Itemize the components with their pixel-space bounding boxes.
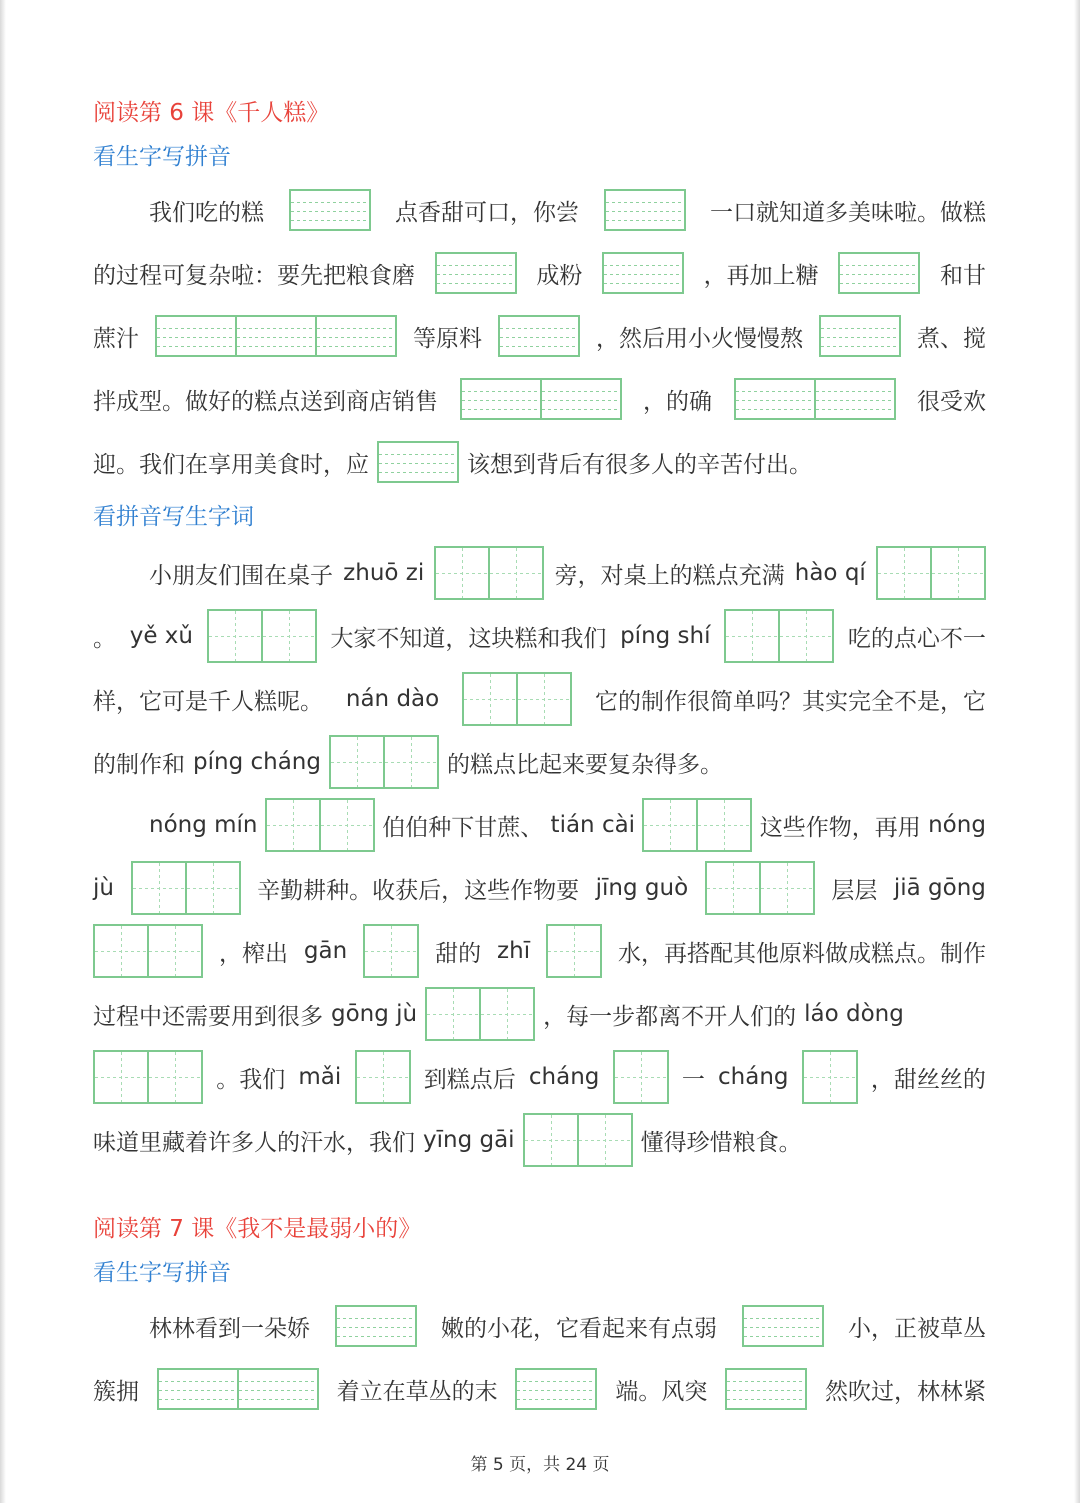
- hanzi-box[interactable]: [802, 1050, 858, 1104]
- text-line: [93, 608, 986, 664]
- pinyin-box[interactable]: [515, 1368, 597, 1410]
- text-segment: 层层: [831, 877, 878, 904]
- pinyin-text: láo dòng: [804, 1001, 904, 1027]
- pinyin-line-cell[interactable]: [235, 315, 317, 357]
- hanzi-grid-cell[interactable]: [329, 735, 385, 789]
- hanzi-grid-cell[interactable]: [319, 798, 375, 852]
- pinyin-text: píng shí: [620, 623, 711, 649]
- text-segment: 小，正被草丛: [848, 1315, 986, 1342]
- text-segment: ，然后用小火慢慢熬: [596, 325, 803, 352]
- text-segment: 的过程可复杂啦：要先把粮食磨: [93, 262, 415, 289]
- hanzi-box[interactable]: [523, 1113, 633, 1167]
- hanzi-box[interactable]: [355, 1050, 411, 1104]
- text-segment: 这些作物，再用: [759, 814, 921, 841]
- pinyin-box[interactable]: [377, 441, 459, 483]
- pinyin-text: mǎi: [298, 1064, 342, 1090]
- text-segment: 懂得珍惜粮食。: [640, 1129, 802, 1156]
- text-segment: 旁，对桌上的糕点充满: [554, 562, 785, 589]
- pinyin-line-cell[interactable]: [237, 1368, 319, 1410]
- pinyin-text: píng cháng: [193, 749, 321, 775]
- text-segment: 伯伯种下甘蔗、: [382, 814, 544, 841]
- pinyin-line-cell[interactable]: [725, 1368, 807, 1410]
- pinyin-line-cell[interactable]: [602, 252, 684, 294]
- pinyin-box[interactable]: [289, 189, 371, 231]
- pinyin-text: jù: [93, 875, 114, 901]
- pinyin-text: nóng: [928, 812, 986, 838]
- text-line: [93, 434, 986, 490]
- pinyin-text: nán dào: [345, 686, 440, 712]
- text-segment: 味道里藏着许多人的汗水，我们: [93, 1129, 415, 1156]
- hanzi-grid-cell[interactable]: [425, 987, 481, 1041]
- hanzi-grid-cell[interactable]: [724, 609, 780, 663]
- pinyin-text: jīng guò: [595, 875, 689, 901]
- hanzi-box[interactable]: [705, 861, 815, 915]
- text-segment: 蔗汁: [93, 325, 139, 352]
- text-line: [93, 734, 986, 790]
- hanzi-grid-cell[interactable]: [876, 546, 932, 600]
- text-segment: 它的制作很简单吗？其实完全不是，它: [595, 688, 986, 715]
- text-line: [93, 545, 986, 601]
- text-segment: 端。风突: [615, 1378, 708, 1405]
- page-shadow-right: [1074, 0, 1080, 1503]
- text-segment: 迎。我们在享用美食时，应: [93, 451, 369, 478]
- text-line: [93, 860, 986, 916]
- hanzi-grid-cell[interactable]: [705, 861, 761, 915]
- text-segment: 吃的点心不一: [847, 625, 986, 652]
- hanzi-grid-cell[interactable]: [462, 672, 518, 726]
- pinyin-line-cell[interactable]: [460, 378, 542, 420]
- text-segment: 水，再搭配其他原料做成糕点。制作: [618, 940, 986, 967]
- hanzi-grid-cell[interactable]: [516, 672, 572, 726]
- text-segment: 着立在草丛的末: [336, 1378, 498, 1405]
- hanzi-grid-cell[interactable]: [759, 861, 815, 915]
- pinyin-box[interactable]: [734, 378, 896, 420]
- hanzi-box[interactable]: [642, 798, 752, 852]
- text-line: [93, 671, 986, 727]
- hanzi-grid-cell[interactable]: [355, 1050, 411, 1104]
- text-segment: ，再加上糖: [703, 262, 819, 289]
- pinyin-box[interactable]: [335, 1305, 417, 1347]
- text-line: [93, 986, 986, 1042]
- hanzi-grid-cell[interactable]: [613, 1050, 669, 1104]
- text-segment: 小朋友们围在桌子: [149, 562, 333, 589]
- pinyin-text: nóng mín: [149, 812, 258, 838]
- text-segment: 簇拥: [93, 1378, 139, 1405]
- pinyin-box[interactable]: [435, 252, 517, 294]
- hanzi-box[interactable]: [425, 987, 535, 1041]
- text-line: [93, 1298, 986, 1354]
- hanzi-grid-cell[interactable]: [131, 861, 187, 915]
- pinyin-line-cell[interactable]: [819, 315, 901, 357]
- hanzi-box[interactable]: [613, 1050, 669, 1104]
- text-segment: ，每一步都离不开人们的: [543, 1003, 797, 1030]
- text-segment: ，甜丝丝的: [870, 1066, 986, 1093]
- text-segment: 样，它可是千人糕呢。: [93, 688, 323, 715]
- pinyin-line-cell[interactable]: [604, 189, 686, 231]
- pinyin-line-cell[interactable]: [540, 378, 622, 420]
- hanzi-grid-cell[interactable]: [383, 735, 439, 789]
- pinyin-box[interactable]: [838, 252, 920, 294]
- text-segment: 然吹过，林林紧: [824, 1378, 986, 1405]
- pinyin-text: cháng: [528, 1064, 600, 1090]
- pinyin-line-cell[interactable]: [377, 441, 459, 483]
- hanzi-grid-cell[interactable]: [185, 861, 241, 915]
- pinyin-line-cell[interactable]: [435, 252, 517, 294]
- text-segment: 成粉: [536, 262, 583, 289]
- hanzi-box[interactable]: [876, 546, 986, 600]
- text-segment: 林林看到一朵娇: [149, 1315, 310, 1342]
- lesson-6-title: 阅读第 6 课《千人糕》: [93, 100, 330, 126]
- text-line: [93, 1361, 986, 1417]
- text-segment: 过程中还需要用到很多: [93, 1003, 323, 1030]
- pinyin-box[interactable]: [742, 1305, 824, 1347]
- pinyin-text: jiā gōng: [893, 875, 986, 901]
- text-segment: 。我们: [216, 1066, 286, 1093]
- pinyin-box[interactable]: [157, 1368, 319, 1410]
- hanzi-grid-cell[interactable]: [363, 924, 419, 978]
- hanzi-box[interactable]: [363, 924, 419, 978]
- pinyin-box[interactable]: [604, 189, 686, 231]
- text-line: [93, 182, 986, 238]
- hanzi-grid-cell[interactable]: [930, 546, 986, 600]
- text-line: [93, 797, 986, 853]
- hanzi-grid-cell[interactable]: [577, 1113, 633, 1167]
- text-segment: 一: [681, 1066, 705, 1093]
- pinyin-text: zhuō zi: [343, 560, 425, 586]
- page-shadow-left: [0, 0, 6, 1503]
- hanzi-grid-cell[interactable]: [434, 546, 490, 600]
- pinyin-line-cell[interactable]: [742, 1305, 824, 1347]
- pinyin-line-cell[interactable]: [157, 1368, 239, 1410]
- section-write-pinyin: 看生字写拼音: [93, 144, 231, 170]
- text-line: [93, 308, 986, 364]
- hanzi-grid-cell[interactable]: [778, 609, 834, 663]
- hanzi-box[interactable]: [546, 924, 602, 978]
- pinyin-line-cell[interactable]: [838, 252, 920, 294]
- pinyin-box[interactable]: [819, 315, 901, 357]
- text-line: [93, 1049, 986, 1105]
- hanzi-box[interactable]: [329, 735, 439, 789]
- pinyin-text: hào qí: [794, 560, 866, 586]
- pinyin-box[interactable]: [155, 315, 397, 357]
- pinyin-box[interactable]: [725, 1368, 807, 1410]
- hanzi-box[interactable]: [434, 546, 544, 600]
- hanzi-grid-cell[interactable]: [523, 1113, 579, 1167]
- pinyin-text: tián cài: [550, 812, 636, 838]
- hanzi-grid-cell[interactable]: [93, 1050, 149, 1104]
- hanzi-box[interactable]: [724, 609, 834, 663]
- text-segment: 。: [93, 625, 116, 652]
- pinyin-line-cell[interactable]: [515, 1368, 597, 1410]
- pinyin-line-cell[interactable]: [155, 315, 237, 357]
- hanzi-grid-cell[interactable]: [261, 609, 317, 663]
- text-segment: 一口就知道多美味啦。做糕: [710, 199, 986, 226]
- hanzi-grid-cell[interactable]: [642, 798, 698, 852]
- page-number: 第 5 页，共 24 页: [470, 1455, 610, 1475]
- hanzi-box[interactable]: [93, 924, 203, 978]
- section-write-hanzi: 看拼音写生字词: [93, 504, 254, 530]
- hanzi-grid-cell[interactable]: [265, 798, 321, 852]
- text-line: [93, 245, 986, 301]
- text-segment: 我们吃的糕: [149, 199, 264, 226]
- text-segment: 和甘: [939, 262, 986, 289]
- hanzi-grid-cell[interactable]: [147, 1050, 203, 1104]
- pinyin-text: gān: [303, 938, 348, 964]
- hanzi-grid-cell[interactable]: [696, 798, 752, 852]
- pinyin-line-cell[interactable]: [498, 315, 580, 357]
- text-segment: 嫩的小花，它看起来有点弱: [441, 1315, 717, 1342]
- pinyin-text: yīng gāi: [423, 1127, 515, 1153]
- text-segment: ，榨出: [218, 940, 288, 967]
- hanzi-grid-cell[interactable]: [93, 924, 149, 978]
- text-segment: 等原料: [413, 325, 482, 352]
- text-line: [93, 1112, 986, 1168]
- text-segment: ，的确: [643, 388, 712, 415]
- pinyin-box[interactable]: [460, 378, 622, 420]
- hanzi-box[interactable]: [207, 609, 317, 663]
- pinyin-text: yě xǔ: [129, 623, 193, 649]
- hanzi-box[interactable]: [131, 861, 241, 915]
- pinyin-text: cháng: [718, 1064, 789, 1090]
- text-segment: 甜的: [435, 940, 482, 967]
- hanzi-box[interactable]: [93, 1050, 203, 1104]
- hanzi-grid-cell[interactable]: [546, 924, 602, 978]
- section-write-pinyin: 看生字写拼音: [93, 1260, 231, 1286]
- hanzi-box[interactable]: [462, 672, 572, 726]
- hanzi-grid-cell[interactable]: [147, 924, 203, 978]
- pinyin-line-cell[interactable]: [335, 1305, 417, 1347]
- pinyin-line-cell[interactable]: [814, 378, 896, 420]
- hanzi-grid-cell[interactable]: [207, 609, 263, 663]
- text-segment: 大家不知道，这块糕和我们: [330, 625, 607, 652]
- text-segment: 的糕点比起来要复杂得多。: [446, 751, 723, 778]
- lesson-7-title: 阅读第 7 课《我不是最弱小的》: [93, 1216, 422, 1242]
- text-segment: 很受欢: [917, 388, 986, 415]
- pinyin-text: zhī: [497, 938, 531, 964]
- pinyin-line-cell[interactable]: [734, 378, 816, 420]
- hanzi-grid-cell[interactable]: [479, 987, 535, 1041]
- text-segment: 到糕点后: [423, 1066, 516, 1093]
- text-segment: 辛勤耕种。收获后，这些作物要: [257, 877, 580, 904]
- hanzi-grid-cell[interactable]: [802, 1050, 858, 1104]
- pinyin-text: gōng jù: [331, 1001, 418, 1027]
- text-segment: 点香甜可口，你尝: [395, 199, 579, 226]
- hanzi-grid-cell[interactable]: [488, 546, 544, 600]
- pinyin-box[interactable]: [498, 315, 580, 357]
- text-segment: 的制作和: [93, 751, 185, 778]
- pinyin-line-cell[interactable]: [315, 315, 397, 357]
- pinyin-line-cell[interactable]: [289, 189, 371, 231]
- text-segment: 煮、搅: [917, 325, 986, 352]
- text-segment: 该想到背后有很多人的辛苦付出。: [467, 451, 812, 478]
- text-line: [93, 923, 986, 979]
- text-line: [93, 371, 986, 427]
- pinyin-box[interactable]: [602, 252, 684, 294]
- text-segment: 拌成型。做好的糕点送到商店销售: [93, 388, 438, 415]
- hanzi-box[interactable]: [265, 798, 375, 852]
